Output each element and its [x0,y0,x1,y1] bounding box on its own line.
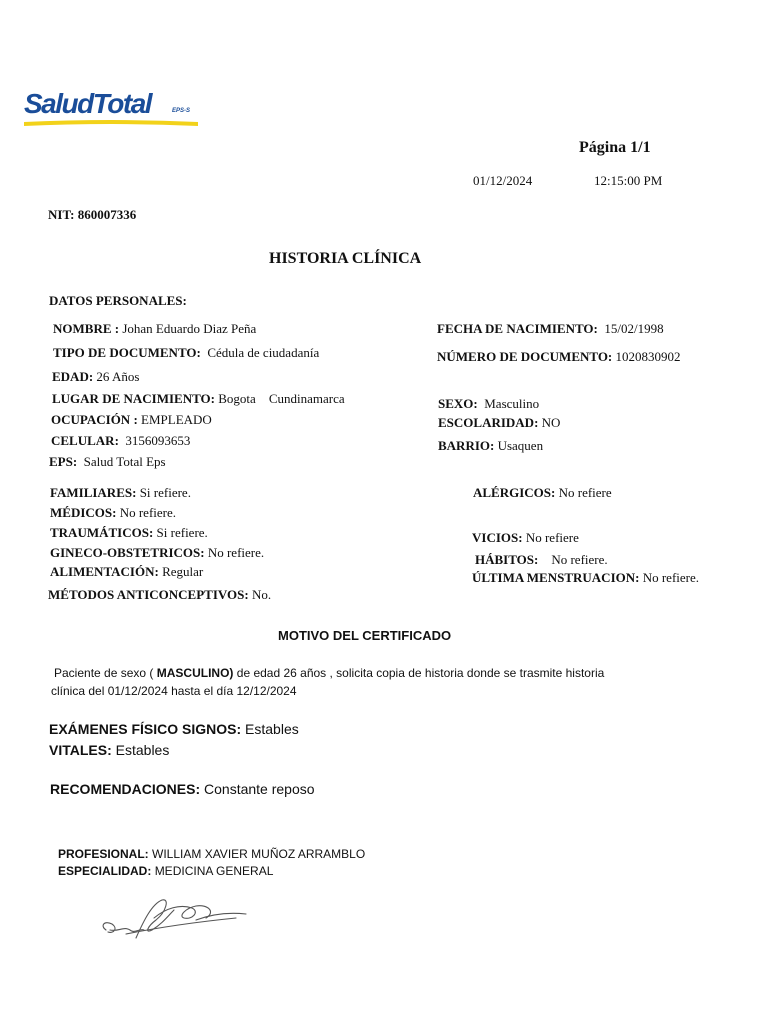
field-medicos: MÉDICOS: No refiere. [50,505,177,520]
field-barrio: BARRIO: Usaquen [438,438,544,453]
field-profesional: PROFESIONAL: WILLIAM XAVIER MUÑOZ ARRAMBLO [58,847,366,861]
field-examenes: EXÁMENES FÍSICO SIGNOS: Estables [49,721,299,737]
field-alimentacion: ALIMENTACIÓN: Regular [50,564,204,579]
field-eps: EPS: Salud Total Eps [49,454,166,469]
field-numero-documento: NÚMERO DE DOCUMENTO: 1020830902 [437,349,681,364]
field-vicios: VICIOS: No refiere [472,530,579,545]
handwritten-signature [96,890,256,950]
nit [48,207,136,223]
field-nombre: NOMBRE : Johan Eduardo Diaz Peña [53,321,257,336]
document-time: 12:15:00 PM [594,173,663,188]
field-celular: CELULAR: 3156093653 [51,433,191,448]
field-ocupacion: OCUPACIÓN : EMPLEADO [51,412,212,427]
field-sexo: SEXO: Masculino [438,396,540,411]
field-alergicos: ALÉRGICOS: No refiere [473,485,612,500]
nit-value: 860007336 [77,207,137,222]
field-especialidad: ESPECIALIDAD: MEDICINA GENERAL [58,864,274,878]
field-recomendaciones: RECOMENDACIONES: Constante reposo [50,781,315,797]
section-motivo: MOTIVO DEL CERTIFICADO [278,628,452,643]
field-lugar-nacimiento: LUGAR DE NACIMIENTO: Bogota Cundinamarca [52,391,345,406]
logo-eps-label: EPS-S [172,108,191,114]
salud-total-logo [22,88,202,134]
field-escolaridad: ESCOLARIDAD: NO [438,415,561,430]
document-date: 01/12/2024 [473,173,533,188]
field-ultima-menstruacion: ÚLTIMA MENSTRUACION: No refiere. [472,570,700,585]
nit-label: NIT: [48,207,75,222]
document-title: HISTORIA CLÍNICA [269,250,422,267]
section-datos-personales: DATOS PERSONALES: [49,293,187,308]
field-traumaticos: TRAUMÁTICOS: Si refiere. [50,525,208,540]
page-number: Página 1/1 [579,139,651,156]
field-vitales: VITALES: Estables [49,742,170,758]
field-edad: EDAD: 26 Años [52,369,140,384]
motivo-line-1: Paciente de sexo ( MASCULINO) de edad 26 años , solicita copia de historia donde se trasmite historia [54,666,605,680]
field-gineco-obstetricos: GINECO-OBSTETRICOS: No refiere. [50,545,265,560]
field-fecha-nacimiento: FECHA DE NACIMIENTO: 15/02/1998 [437,321,664,336]
logo-wordmark: SaludTotal [24,88,152,119]
field-familiares: FAMILIARES: Si refiere. [50,485,191,500]
field-metodos-anticonceptivos: MÉTODOS ANTICONCEPTIVOS: No. [48,587,272,602]
motivo-line-2: clínica del 01/12/2024 hasta el día 12/12/2024 [51,684,297,698]
field-habitos: HÁBITOS: No refiere. [475,552,608,567]
field-tipo-documento: TIPO DE DOCUMENTO: Cédula de ciudadanía [53,345,320,360]
